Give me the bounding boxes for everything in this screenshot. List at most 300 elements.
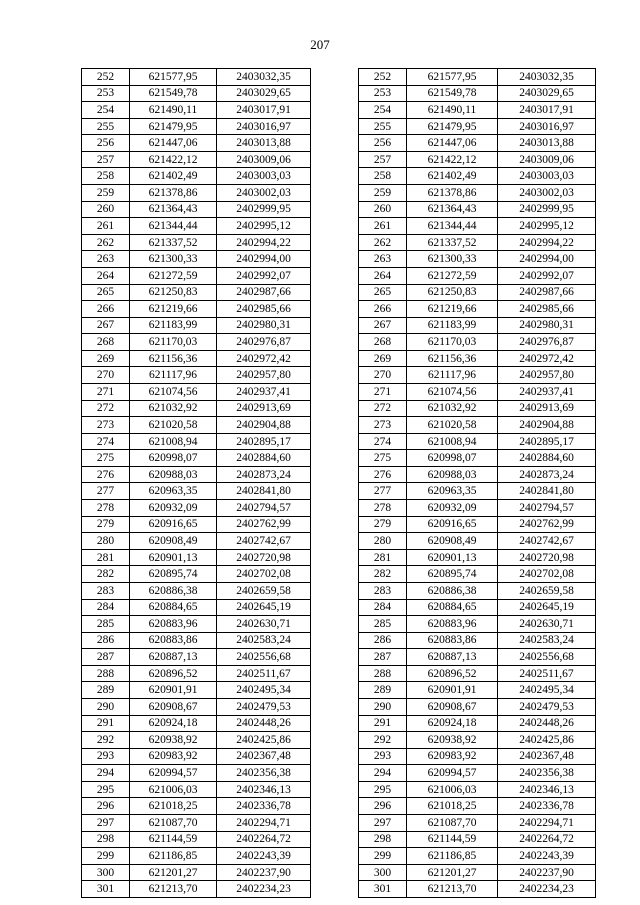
y-coordinate-cell: 2402794,57 <box>498 500 596 517</box>
point-number-cell: 291 <box>82 715 130 732</box>
table-row <box>359 864 596 881</box>
x-coordinate-cell: 621479,95 <box>130 118 217 135</box>
table-row <box>82 383 311 400</box>
point-number-cell: 277 <box>359 483 407 500</box>
point-number-cell: 258 <box>359 168 407 185</box>
x-coordinate-cell: 620932,09 <box>130 500 217 517</box>
y-coordinate-cell: 2402294,71 <box>498 815 596 832</box>
table-row <box>359 118 596 135</box>
y-coordinate-cell: 2402762,99 <box>217 516 311 533</box>
x-coordinate-cell: 621087,70 <box>130 815 217 832</box>
table-row <box>82 417 311 434</box>
x-coordinate-cell: 620916,65 <box>130 516 217 533</box>
x-coordinate-cell: 620924,18 <box>407 715 498 732</box>
x-coordinate-cell: 621117,96 <box>407 367 498 384</box>
y-coordinate-cell: 2402630,71 <box>498 616 596 633</box>
y-coordinate-cell: 2402995,12 <box>217 218 311 235</box>
y-coordinate-cell: 2402980,31 <box>217 317 311 334</box>
y-coordinate-cell: 2402234,23 <box>498 881 596 898</box>
coordinates-table-right <box>358 68 596 898</box>
y-coordinate-cell: 2402583,24 <box>217 632 311 649</box>
y-coordinate-cell: 2402659,58 <box>498 582 596 599</box>
x-coordinate-cell: 621020,58 <box>130 417 217 434</box>
x-coordinate-cell: 621201,27 <box>407 864 498 881</box>
x-coordinate-cell: 621183,99 <box>407 317 498 334</box>
table-row <box>82 500 311 517</box>
y-coordinate-cell: 2402264,72 <box>498 831 596 848</box>
y-coordinate-cell: 2402479,53 <box>498 698 596 715</box>
point-number-cell: 296 <box>359 798 407 815</box>
point-number-cell: 266 <box>359 301 407 318</box>
table-row <box>82 748 311 765</box>
point-number-cell: 301 <box>82 881 130 898</box>
y-coordinate-cell: 2402873,24 <box>498 466 596 483</box>
y-coordinate-cell: 2403032,35 <box>498 69 596 86</box>
point-number-cell: 257 <box>359 151 407 168</box>
y-coordinate-cell: 2402511,67 <box>498 665 596 682</box>
x-coordinate-cell: 621006,03 <box>407 781 498 798</box>
table-row <box>82 234 311 251</box>
y-coordinate-cell: 2402937,41 <box>217 383 311 400</box>
y-coordinate-cell: 2403003,03 <box>217 168 311 185</box>
x-coordinate-cell: 621008,94 <box>407 433 498 450</box>
x-coordinate-cell: 620908,67 <box>130 698 217 715</box>
point-number-cell: 282 <box>82 566 130 583</box>
x-coordinate-cell: 621018,25 <box>130 798 217 815</box>
table-row <box>82 350 311 367</box>
point-number-cell: 264 <box>82 267 130 284</box>
table-row <box>359 218 596 235</box>
point-number-cell: 252 <box>359 69 407 86</box>
table-row <box>82 599 311 616</box>
y-coordinate-cell: 2402985,66 <box>498 301 596 318</box>
x-coordinate-cell: 621490,11 <box>130 102 217 119</box>
table-row <box>359 831 596 848</box>
y-coordinate-cell: 2402992,07 <box>498 267 596 284</box>
table-row <box>82 301 311 318</box>
y-coordinate-cell: 2402243,39 <box>498 848 596 865</box>
y-coordinate-cell: 2402884,60 <box>217 450 311 467</box>
x-coordinate-cell: 621337,52 <box>130 234 217 251</box>
point-number-cell: 275 <box>359 450 407 467</box>
point-number-cell: 285 <box>82 616 130 633</box>
y-coordinate-cell: 2402264,72 <box>217 831 311 848</box>
x-coordinate-cell: 621364,43 <box>130 201 217 218</box>
y-coordinate-cell: 2402994,00 <box>498 251 596 268</box>
table-row <box>359 698 596 715</box>
point-number-cell: 272 <box>359 400 407 417</box>
table-row <box>82 566 311 583</box>
table-row <box>82 267 311 284</box>
point-number-cell: 255 <box>82 118 130 135</box>
point-number-cell: 292 <box>82 732 130 749</box>
point-number-cell: 299 <box>359 848 407 865</box>
point-number-cell: 252 <box>82 69 130 86</box>
point-number-cell: 266 <box>82 301 130 318</box>
table-row <box>359 881 596 898</box>
table-row <box>359 69 596 86</box>
point-number-cell: 276 <box>82 466 130 483</box>
x-coordinate-cell: 621272,59 <box>407 267 498 284</box>
table-row <box>359 516 596 533</box>
point-number-cell: 259 <box>359 185 407 202</box>
x-coordinate-cell: 620983,92 <box>130 748 217 765</box>
point-number-cell: 300 <box>359 864 407 881</box>
y-coordinate-cell: 2402702,08 <box>217 566 311 583</box>
table-row <box>82 732 311 749</box>
x-coordinate-cell: 621183,99 <box>130 317 217 334</box>
point-number-cell: 261 <box>359 218 407 235</box>
x-coordinate-cell: 621170,03 <box>407 334 498 351</box>
x-coordinate-cell: 621006,03 <box>130 781 217 798</box>
point-number-cell: 265 <box>359 284 407 301</box>
y-coordinate-cell: 2402367,48 <box>498 748 596 765</box>
table-row <box>82 168 311 185</box>
x-coordinate-cell: 621300,33 <box>407 251 498 268</box>
x-coordinate-cell: 621250,83 <box>407 284 498 301</box>
point-number-cell: 265 <box>82 284 130 301</box>
table-row <box>82 549 311 566</box>
table-row <box>359 483 596 500</box>
x-coordinate-cell: 621364,43 <box>407 201 498 218</box>
x-coordinate-cell: 621032,92 <box>130 400 217 417</box>
point-number-cell: 287 <box>359 649 407 666</box>
y-coordinate-cell: 2402659,58 <box>217 582 311 599</box>
x-coordinate-cell: 620883,86 <box>130 632 217 649</box>
x-coordinate-cell: 620988,03 <box>130 466 217 483</box>
x-coordinate-cell: 621156,36 <box>130 350 217 367</box>
x-coordinate-cell: 621117,96 <box>130 367 217 384</box>
coordinates-table-right-body <box>359 69 596 898</box>
point-number-cell: 259 <box>82 185 130 202</box>
point-number-cell: 289 <box>82 682 130 699</box>
point-number-cell: 255 <box>359 118 407 135</box>
point-number-cell: 289 <box>359 682 407 699</box>
point-number-cell: 261 <box>82 218 130 235</box>
y-coordinate-cell: 2403013,88 <box>498 135 596 152</box>
point-number-cell: 291 <box>359 715 407 732</box>
x-coordinate-cell: 620994,57 <box>407 765 498 782</box>
point-number-cell: 281 <box>359 549 407 566</box>
y-coordinate-cell: 2402645,19 <box>217 599 311 616</box>
y-coordinate-cell: 2402495,34 <box>498 682 596 699</box>
y-coordinate-cell: 2402957,80 <box>217 367 311 384</box>
y-coordinate-cell: 2402556,68 <box>498 649 596 666</box>
point-number-cell: 273 <box>359 417 407 434</box>
x-coordinate-cell: 621201,27 <box>130 864 217 881</box>
table-row <box>359 201 596 218</box>
y-coordinate-cell: 2402294,71 <box>217 815 311 832</box>
table-row <box>82 317 311 334</box>
point-number-cell: 293 <box>359 748 407 765</box>
x-coordinate-cell: 620901,13 <box>407 549 498 566</box>
point-number-cell: 253 <box>359 85 407 102</box>
x-coordinate-cell: 621250,83 <box>130 284 217 301</box>
x-coordinate-cell: 620887,13 <box>130 649 217 666</box>
table-row <box>359 417 596 434</box>
y-coordinate-cell: 2402987,66 <box>498 284 596 301</box>
x-coordinate-cell: 620908,49 <box>407 533 498 550</box>
y-coordinate-cell: 2402972,42 <box>498 350 596 367</box>
point-number-cell: 278 <box>359 500 407 517</box>
y-coordinate-cell: 2403029,65 <box>498 85 596 102</box>
table-row <box>82 632 311 649</box>
table-row <box>82 102 311 119</box>
table-row <box>359 334 596 351</box>
table-row <box>82 466 311 483</box>
table-row <box>359 616 596 633</box>
y-coordinate-cell: 2402972,42 <box>217 350 311 367</box>
table-row <box>82 483 311 500</box>
table-row <box>82 781 311 798</box>
y-coordinate-cell: 2403003,03 <box>498 168 596 185</box>
table-row <box>359 848 596 865</box>
x-coordinate-cell: 620998,07 <box>130 450 217 467</box>
y-coordinate-cell: 2403016,97 <box>217 118 311 135</box>
x-coordinate-cell: 621156,36 <box>407 350 498 367</box>
table-row <box>359 599 596 616</box>
table-row <box>82 815 311 832</box>
table-row <box>82 201 311 218</box>
x-coordinate-cell: 621337,52 <box>407 234 498 251</box>
table-row <box>359 367 596 384</box>
table-row <box>359 135 596 152</box>
y-coordinate-cell: 2402702,08 <box>498 566 596 583</box>
y-coordinate-cell: 2403017,91 <box>217 102 311 119</box>
y-coordinate-cell: 2402495,34 <box>217 682 311 699</box>
y-coordinate-cell: 2402999,95 <box>498 201 596 218</box>
point-number-cell: 290 <box>82 698 130 715</box>
x-coordinate-cell: 621008,94 <box>130 433 217 450</box>
table-row <box>82 798 311 815</box>
x-coordinate-cell: 621479,95 <box>407 118 498 135</box>
table-row <box>359 632 596 649</box>
table-row <box>359 781 596 798</box>
y-coordinate-cell: 2402479,53 <box>217 698 311 715</box>
x-coordinate-cell: 621344,44 <box>407 218 498 235</box>
x-coordinate-cell: 620908,49 <box>130 533 217 550</box>
point-number-cell: 270 <box>82 367 130 384</box>
point-number-cell: 263 <box>82 251 130 268</box>
y-coordinate-cell: 2402762,99 <box>498 516 596 533</box>
table-row <box>359 350 596 367</box>
point-number-cell: 300 <box>82 864 130 881</box>
point-number-cell: 258 <box>82 168 130 185</box>
x-coordinate-cell: 621186,85 <box>130 848 217 865</box>
point-number-cell: 262 <box>359 234 407 251</box>
table-row <box>82 715 311 732</box>
point-number-cell: 297 <box>82 815 130 832</box>
x-coordinate-cell: 620932,09 <box>407 500 498 517</box>
table-row <box>359 317 596 334</box>
y-coordinate-cell: 2402980,31 <box>498 317 596 334</box>
y-coordinate-cell: 2403002,03 <box>498 185 596 202</box>
x-coordinate-cell: 620963,35 <box>407 483 498 500</box>
table-row <box>82 85 311 102</box>
point-number-cell: 274 <box>82 433 130 450</box>
x-coordinate-cell: 621170,03 <box>130 334 217 351</box>
table-row <box>82 616 311 633</box>
y-coordinate-cell: 2402448,26 <box>498 715 596 732</box>
coordinates-table-left <box>81 68 311 898</box>
y-coordinate-cell: 2402904,88 <box>498 417 596 434</box>
table-row <box>82 682 311 699</box>
table-row <box>359 649 596 666</box>
table-row <box>359 284 596 301</box>
point-number-cell: 285 <box>359 616 407 633</box>
table-row <box>82 400 311 417</box>
point-number-cell: 253 <box>82 85 130 102</box>
table-row <box>359 168 596 185</box>
x-coordinate-cell: 620924,18 <box>130 715 217 732</box>
table-row <box>82 848 311 865</box>
table-row <box>82 135 311 152</box>
y-coordinate-cell: 2402336,78 <box>217 798 311 815</box>
table-row <box>82 118 311 135</box>
x-coordinate-cell: 621219,66 <box>130 301 217 318</box>
table-row <box>359 549 596 566</box>
x-coordinate-cell: 621074,56 <box>407 383 498 400</box>
point-number-cell: 256 <box>359 135 407 152</box>
x-coordinate-cell: 620901,13 <box>130 549 217 566</box>
x-coordinate-cell: 621144,59 <box>407 831 498 848</box>
y-coordinate-cell: 2402425,86 <box>217 732 311 749</box>
table-row <box>359 582 596 599</box>
point-number-cell: 279 <box>359 516 407 533</box>
table-row <box>82 433 311 450</box>
point-number-cell: 269 <box>82 350 130 367</box>
point-number-cell: 275 <box>82 450 130 467</box>
point-number-cell: 273 <box>82 417 130 434</box>
table-row <box>359 251 596 268</box>
point-number-cell: 267 <box>82 317 130 334</box>
y-coordinate-cell: 2402913,69 <box>217 400 311 417</box>
point-number-cell: 260 <box>82 201 130 218</box>
y-coordinate-cell: 2402976,87 <box>217 334 311 351</box>
x-coordinate-cell: 620887,13 <box>407 649 498 666</box>
y-coordinate-cell: 2402957,80 <box>498 367 596 384</box>
table-row <box>359 798 596 815</box>
x-coordinate-cell: 620883,96 <box>130 616 217 633</box>
y-coordinate-cell: 2402992,07 <box>217 267 311 284</box>
y-coordinate-cell: 2402873,24 <box>217 466 311 483</box>
x-coordinate-cell: 620963,35 <box>130 483 217 500</box>
x-coordinate-cell: 620884,65 <box>407 599 498 616</box>
y-coordinate-cell: 2402234,23 <box>217 881 311 898</box>
x-coordinate-cell: 621020,58 <box>407 417 498 434</box>
y-coordinate-cell: 2403009,06 <box>498 151 596 168</box>
point-number-cell: 254 <box>359 102 407 119</box>
y-coordinate-cell: 2402346,13 <box>498 781 596 798</box>
point-number-cell: 296 <box>82 798 130 815</box>
y-coordinate-cell: 2402356,38 <box>217 765 311 782</box>
x-coordinate-cell: 621300,33 <box>130 251 217 268</box>
point-number-cell: 298 <box>359 831 407 848</box>
x-coordinate-cell: 620886,38 <box>407 582 498 599</box>
y-coordinate-cell: 2402346,13 <box>217 781 311 798</box>
x-coordinate-cell: 621018,25 <box>407 798 498 815</box>
x-coordinate-cell: 621272,59 <box>130 267 217 284</box>
point-number-cell: 264 <box>359 267 407 284</box>
x-coordinate-cell: 620886,38 <box>130 582 217 599</box>
table-row <box>359 500 596 517</box>
point-number-cell: 268 <box>82 334 130 351</box>
x-coordinate-cell: 621447,06 <box>130 135 217 152</box>
y-coordinate-cell: 2402904,88 <box>217 417 311 434</box>
point-number-cell: 260 <box>359 201 407 218</box>
y-coordinate-cell: 2402937,41 <box>498 383 596 400</box>
table-row <box>82 334 311 351</box>
y-coordinate-cell: 2402884,60 <box>498 450 596 467</box>
y-coordinate-cell: 2402367,48 <box>217 748 311 765</box>
y-coordinate-cell: 2402425,86 <box>498 732 596 749</box>
point-number-cell: 271 <box>82 383 130 400</box>
y-coordinate-cell: 2402994,00 <box>217 251 311 268</box>
y-coordinate-cell: 2402237,90 <box>217 864 311 881</box>
table-row <box>359 400 596 417</box>
table-row <box>82 765 311 782</box>
y-coordinate-cell: 2402841,80 <box>498 483 596 500</box>
x-coordinate-cell: 621032,92 <box>407 400 498 417</box>
x-coordinate-cell: 620884,65 <box>130 599 217 616</box>
point-number-cell: 301 <box>359 881 407 898</box>
y-coordinate-cell: 2402895,17 <box>217 433 311 450</box>
point-number-cell: 286 <box>82 632 130 649</box>
x-coordinate-cell: 620938,92 <box>407 732 498 749</box>
y-coordinate-cell: 2402995,12 <box>498 218 596 235</box>
table-row <box>359 533 596 550</box>
table-row <box>82 665 311 682</box>
x-coordinate-cell: 621378,86 <box>407 185 498 202</box>
y-coordinate-cell: 2403013,88 <box>217 135 311 152</box>
y-coordinate-cell: 2402583,24 <box>498 632 596 649</box>
y-coordinate-cell: 2402841,80 <box>217 483 311 500</box>
point-number-cell: 269 <box>359 350 407 367</box>
x-coordinate-cell: 621422,12 <box>130 151 217 168</box>
table-row <box>359 234 596 251</box>
table-row <box>359 433 596 450</box>
table-row <box>82 516 311 533</box>
point-number-cell: 282 <box>359 566 407 583</box>
point-number-cell: 292 <box>359 732 407 749</box>
x-coordinate-cell: 620895,74 <box>407 566 498 583</box>
x-coordinate-cell: 621577,95 <box>407 69 498 86</box>
table-row <box>359 732 596 749</box>
point-number-cell: 257 <box>82 151 130 168</box>
table-row <box>82 533 311 550</box>
page-number: 207 <box>310 37 330 52</box>
table-row <box>82 582 311 599</box>
y-coordinate-cell: 2402720,98 <box>217 549 311 566</box>
y-coordinate-cell: 2402994,22 <box>217 234 311 251</box>
y-coordinate-cell: 2402336,78 <box>498 798 596 815</box>
y-coordinate-cell: 2402994,22 <box>498 234 596 251</box>
x-coordinate-cell: 620998,07 <box>407 450 498 467</box>
table-row <box>82 881 311 898</box>
table-row <box>359 665 596 682</box>
point-number-cell: 286 <box>359 632 407 649</box>
y-coordinate-cell: 2402999,95 <box>217 201 311 218</box>
x-coordinate-cell: 621577,95 <box>130 69 217 86</box>
x-coordinate-cell: 621549,78 <box>130 85 217 102</box>
point-number-cell: 295 <box>359 781 407 798</box>
point-number-cell: 288 <box>359 665 407 682</box>
table-row <box>359 765 596 782</box>
point-number-cell: 293 <box>82 748 130 765</box>
point-number-cell: 298 <box>82 831 130 848</box>
table-row <box>82 284 311 301</box>
table-row <box>82 864 311 881</box>
